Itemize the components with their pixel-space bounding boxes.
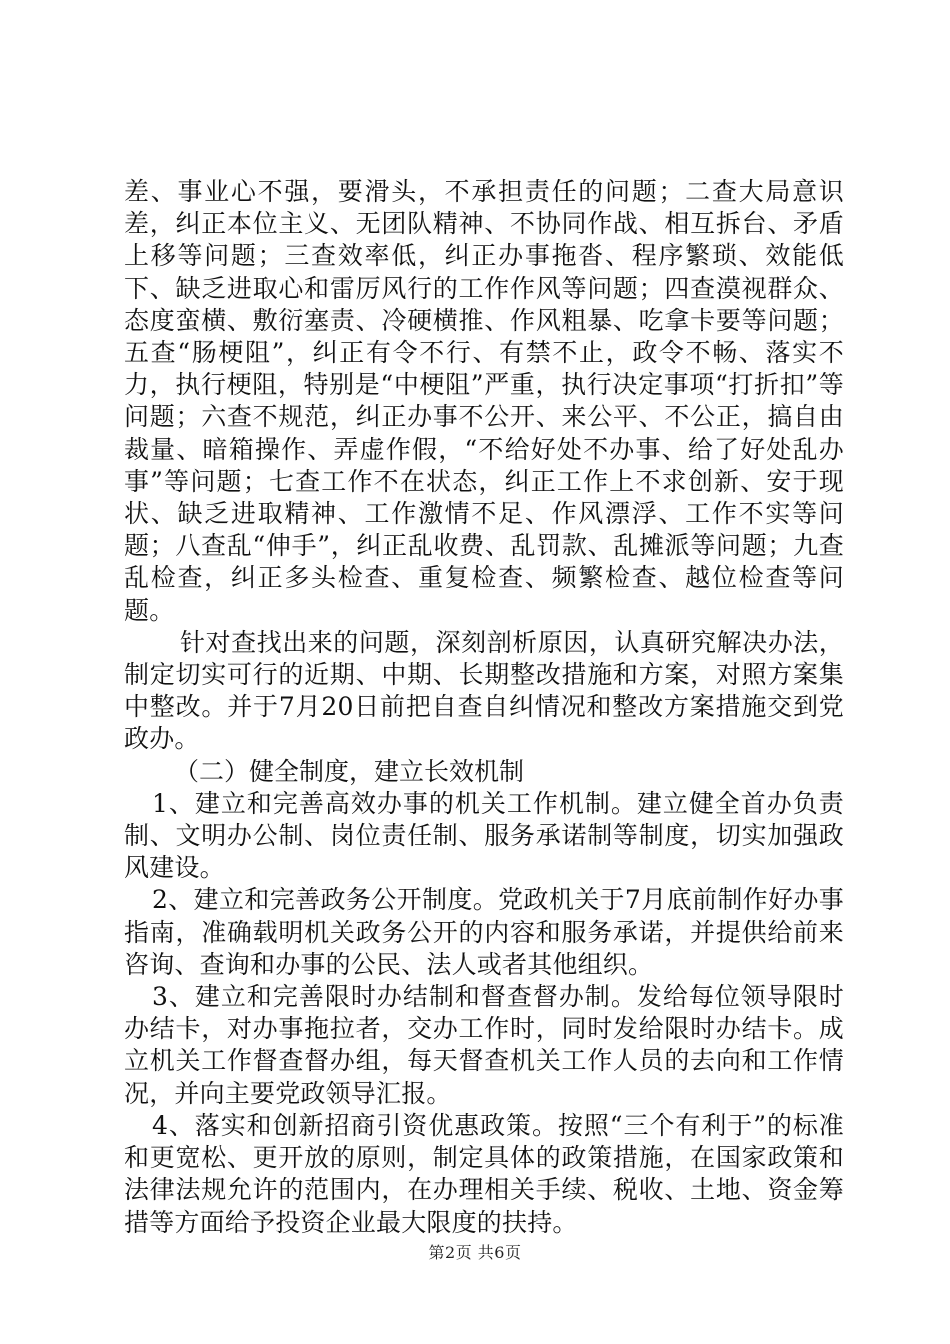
paragraph-inspection-items: 差、事业心不强，要滑头，不承担责任的问题；二查大局意识差，纠正本位主义、无团队精神、不协同作战、相互拆台、矛盾上移等问题；三查效率低，纠正办事拖沓、程序繁琐、效能低下、缺乏进取心和雷厉风行的工作作风等问题；四查漠视群众、态度蛮横、敷衍塞责、冷硬横推、作风粗暴、吃拿卡要等问题；五查“肠梗阻”，纠正有令不行、有禁不止，政令不畅、落实不力，执行梗阻，特别是“中梗阻”严重，执行决定事项“打折扣”等问题；六查不规范，纠正办事不公开、来公平、不公正，搞自由裁量、暗箱操作、弄虚作假，“不给好处不办事、给了好处乱办事”等问题；七查工作不在状态，纠正工作上不求创新、安于现状、缺乏进取精神、工作激情不足、作风漂浮、工作不实等问题；八查乱“伸手”，纠正乱收费、乱罚款、乱摊派等问题；九查乱检查，纠正多头检查、重复检查、频繁检查、越位检查等问题。 — [124, 177, 844, 625]
paragraph-rectification: 针对查找出来的问题，深刻剖析原因，认真研究解决办法，制定切实可行的近期、中期、长期整改措施和方案，对照方案集中整改。并于7月20日前把自查自纠情况和整改方案措施交到党政办。 — [124, 627, 844, 754]
paragraph-item-3: 3、建立和完善限时办结制和督查督办制。发给每位领导限时办结卡，对办事拖拉者，交办工作时，同时发给限时办结卡。成立机关工作督查督办组，每天督查机关工作人员的去向和工作情况，并向主要党政领导汇报。 — [124, 982, 844, 1108]
paragraph-item-4: 4、落实和创新招商引资优惠政策。按照“三个有利于”的标准和更宽松、更开放的原则，制定具体的政策措施，在国家政策和法律法规允许的范围内，在办理相关手续、税收、土地、资金筹措等方面给予投资企业最大限度的扶持。 — [124, 1110, 844, 1237]
page-number: 第2页 共6页 — [428, 1243, 522, 1262]
paragraph-item-1: 1、建立和完善高效办事的机关工作机制。建立健全首办负责制、文明办公制、岗位责任制、服务承诺制等制度，切实加强政风建设。 — [124, 788, 844, 883]
paragraph-item-2: 2、建立和完善政务公开制度。党政机关于7月底前制作好办事指南，准确载明机关政务公开的内容和服务承诺，并提供给前来咨询、查询和办事的公民、法人或者其他组织。 — [124, 885, 844, 979]
page-footer — [0, 1240, 950, 1263]
document-body — [124, 176, 844, 1239]
section-heading-2: （二）健全制度，建立长效机制 — [174, 756, 525, 786]
